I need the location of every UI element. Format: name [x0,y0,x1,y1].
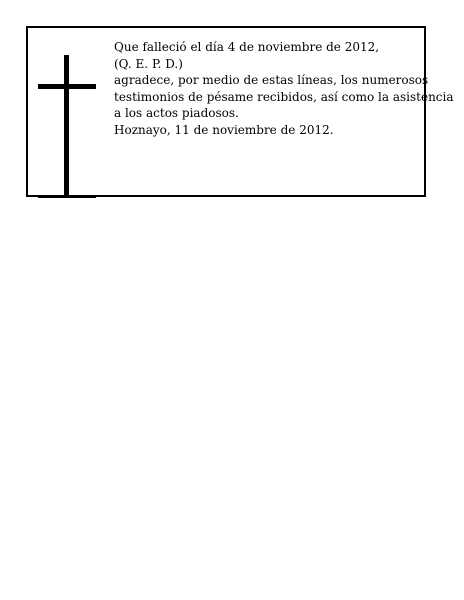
thanks-line: agradece, por medio de estas líneas, los numerosos [114,73,429,88]
services-line: a los actos piadosos. [114,106,239,121]
rip-line: (Q. E. P. D.) [114,56,183,71]
obituary-text [114,39,454,139]
condolences-line: testimonios de pésame recibidos, así como la asistencia [114,89,454,104]
place-date-line: Hoznayo, 11 de noviembre de 2012. [114,122,334,137]
death-date-line: Que falleció el día 4 de noviembre de 2012, [114,40,380,54]
